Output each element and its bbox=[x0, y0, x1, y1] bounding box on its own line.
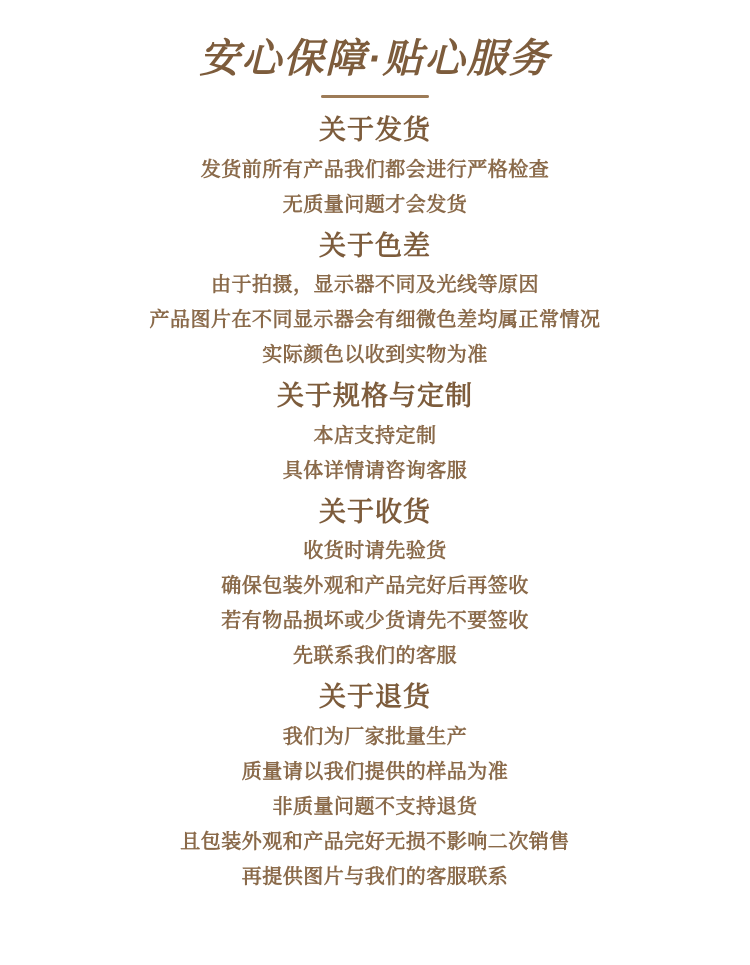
section-shipping bbox=[20, 107, 730, 223]
section-line: 先联系我们的客服 bbox=[293, 645, 457, 667]
page-title: 安心保障·贴心服务 bbox=[199, 37, 551, 81]
section-line: 具体详情请咨询客服 bbox=[282, 459, 468, 482]
section-line: 若有物品损坏或少货请先不要签收 bbox=[221, 610, 529, 632]
section-line: 我们为厂家批量生产 bbox=[282, 725, 468, 748]
section-line: 发货前所有产品我们都会进行严格检查 bbox=[200, 158, 550, 181]
section-line: 产品图片在不同显示器会有细微色差均属正常情况 bbox=[149, 309, 601, 331]
section-title: 关于规格与定制 bbox=[277, 381, 473, 411]
section-title: 关于色差 bbox=[319, 230, 431, 261]
section-receiving bbox=[20, 489, 730, 675]
section-line: 非质量问题不支持退货 bbox=[272, 795, 478, 818]
section-line: 再提供图片与我们的客服联系 bbox=[241, 865, 509, 888]
section-line: 且包装外观和产品完好无损不影响二次销售 bbox=[180, 830, 570, 853]
section-title: 关于收货 bbox=[319, 496, 431, 527]
section-title: 关于发货 bbox=[319, 115, 431, 145]
section-line: 本店支持定制 bbox=[313, 424, 437, 447]
section-specification-customization bbox=[20, 373, 730, 489]
section-color-difference bbox=[20, 223, 730, 374]
section-line: 实际颜色以收到实物为准 bbox=[262, 344, 488, 366]
section-line: 确保包装外观和产品完好后再签收 bbox=[221, 575, 529, 597]
section-line: 由于拍摄，显示器不同及光线等原因 bbox=[211, 274, 539, 296]
section-line: 无质量问题才会发货 bbox=[282, 193, 468, 216]
section-line: 收货时请先验货 bbox=[303, 540, 447, 562]
section-line: 质量请以我们提供的样品为准 bbox=[241, 760, 509, 783]
title-divider bbox=[321, 95, 429, 98]
section-title: 关于退货 bbox=[319, 682, 431, 712]
section-returns bbox=[20, 674, 730, 895]
